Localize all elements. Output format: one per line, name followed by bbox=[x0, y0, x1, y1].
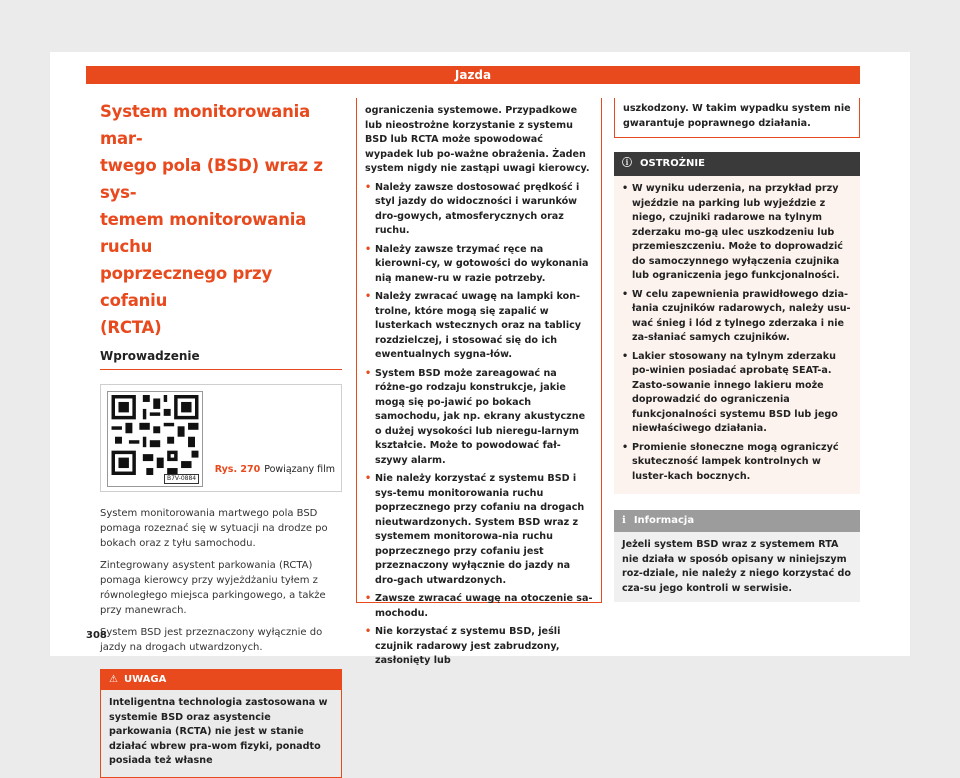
title-line: (RCTA) bbox=[100, 318, 162, 337]
warning-text: Inteligentna technologia zastosowana w systemie BSD oraz asystencie parkowania (RCTA) nie jest w stanie działać wbrew pra-wom fizyki, ponadto posiada też własne bbox=[109, 697, 328, 766]
caution-header bbox=[614, 152, 860, 176]
section-subtitle: Wprowadzenie bbox=[100, 349, 342, 370]
caution-bullet: • Promienie słoneczne mogą ograniczyć skuteczność lampek kontrolnych w luster-kach bocznych. bbox=[622, 441, 852, 485]
info-header bbox=[614, 510, 860, 532]
figure-box bbox=[100, 384, 342, 492]
warning-box bbox=[100, 669, 342, 778]
warning-end-text: uszkodzony. W takim wypadku system nie gwarantuje poprawnego działania. bbox=[623, 103, 851, 129]
paragraph: System BSD jest przeznaczony wyłącznie do jazdy na drogach utwardzonych. bbox=[100, 627, 323, 653]
info-text: Jeżeli system BSD wraz z systemem RTA nie działa w sposób opisany w niniejszym roz-dziale, nie należy z niego korzystać do cza-su jego kontroli w serwisie. bbox=[622, 539, 852, 594]
warning-bullet: • Należy zawsze trzymać ręce na kierowni-cy, w gotowości do wykonania nią manew-ru w razie potrzeby. bbox=[365, 243, 593, 287]
page-number: 308 bbox=[86, 630, 107, 641]
title-line: temem monitorowania ruchu bbox=[100, 210, 307, 256]
caution-bullet: • Lakier stosowany na tylnym zderzaku po-winien posiadać aprobatę SEAT-a. Zasto-sowanie innego lakieru może doprowadzić do ograniczenia funkcjonalności systemu BSD lub jego niewłaściwego działania. bbox=[622, 350, 852, 437]
page-title bbox=[100, 98, 342, 341]
warning-bullet: • Nie korzystać z systemu BSD, jeśli czujnik radarowy jest zabrudzony, zasłonięty lub bbox=[365, 625, 593, 669]
warning-intro: ograniczenia systemowe. Przypadkowe lub nieostrożne korzystanie z systemu BSD lub RCTA może spowodować wypadek lub po-ważne obrażenia. Żaden system nigdy nie zastąpi uwagi kierowcy. bbox=[365, 105, 590, 174]
warning-continuation bbox=[356, 98, 602, 666]
column-3 bbox=[614, 98, 860, 602]
qr-code-graphic bbox=[111, 395, 199, 475]
title-line: twego pola (BSD) wraz z sys- bbox=[100, 156, 323, 202]
column-2 bbox=[356, 98, 602, 666]
figure-code: B7V-0884 bbox=[164, 474, 199, 484]
warning-bullet: • Należy zwracać uwagę na lampki kon-trolne, które mogą się zapalić w lusterkach wstecznych oraz na tablicy rozdzielczej, i stosować się do ich ewentualnych sygna-łów. bbox=[365, 290, 593, 363]
section-header: Jazda bbox=[86, 66, 860, 84]
figure-caption-text: Powiązany film bbox=[264, 464, 335, 475]
title-line: System monitorowania mar- bbox=[100, 102, 311, 148]
warning-triangle-icon: ⚠ bbox=[109, 674, 118, 685]
info-label: Informacja bbox=[633, 515, 695, 526]
caution-bullet: • W wyniku uderzenia, na przykład przy wjeździe na parking lub wyjeździe z niego, czujniki radarowe na tylnym zderzaku mo-gą ulec uszkodzeniu lub przemieszczeniu. Może to doprowadzić do samoczynnego wyłączenia czujnika lub ograniczenia jego funkcjonalności. bbox=[622, 182, 852, 284]
warning-bullet: • Należy zawsze dostosować prędkość i styl jazdy do widoczności i warunków dro-gowych, atmosferycznych oraz ruchu. bbox=[365, 181, 593, 239]
warning-bullet: • System BSD może zareagować na różne-go rodzaju konstrukcje, jakie mogą się po-jawić po bokach samochodu, jak np. ekrany akustyczne o dużej wysokości lub nieregu-larnym kształcie. Może to powodować fał-szywy alarm. bbox=[365, 367, 593, 469]
warning-bullet: • Nie należy korzystać z systemu BSD i sys-temu monitorowania ruchu poprzecznego przy cofaniu na drogach nieutwardzonych. System BSD wraz z systemem monitorowa-nia ruchu poprzecznego przy cofaniu jest przeznaczony wyłącznie do jazdy na dro-gach utwardzonych. bbox=[365, 472, 593, 588]
title-line: poprzecznego przy cofaniu bbox=[100, 264, 273, 310]
figure-caption bbox=[215, 464, 335, 475]
paragraph: Zintegrowany asystent parkowania (RCTA) pomaga kierowcy przy wyjeżdżaniu tyłem z równoległego miejsca parkingowego, a także przy manewrach. bbox=[100, 560, 326, 616]
warning-body bbox=[101, 690, 341, 777]
caution-label: OSTROŻNIE bbox=[640, 158, 705, 169]
figure-ref: Rys. 270 bbox=[214, 464, 261, 475]
info-icon: ℹ bbox=[622, 515, 626, 526]
warning-label: UWAGA bbox=[123, 674, 167, 685]
warning-continuation-end bbox=[614, 98, 860, 138]
warning-header bbox=[101, 670, 341, 690]
caution-info-icon: ⓘ bbox=[622, 158, 632, 169]
warning-bullet: • Zawsze zwracać uwagę na otoczenie sa-mochodu. bbox=[365, 592, 593, 621]
paragraph: System monitorowania martwego pola BSD pomaga rozeznać się w sytuacji na drodze po bokach oraz z tyłu samochodu. bbox=[100, 508, 328, 549]
info-body bbox=[614, 532, 860, 602]
intro-body bbox=[100, 506, 342, 655]
caution-body bbox=[614, 176, 860, 494]
qr-code-icon[interactable] bbox=[107, 391, 203, 487]
column-1 bbox=[100, 98, 342, 778]
caution-bullet: • W celu zapewnienia prawidłowego dzia-łania czujników radarowych, należy usu-wać śnieg i lód z tylnego zderzaka i nie za-słaniać samych czujników. bbox=[622, 288, 852, 346]
